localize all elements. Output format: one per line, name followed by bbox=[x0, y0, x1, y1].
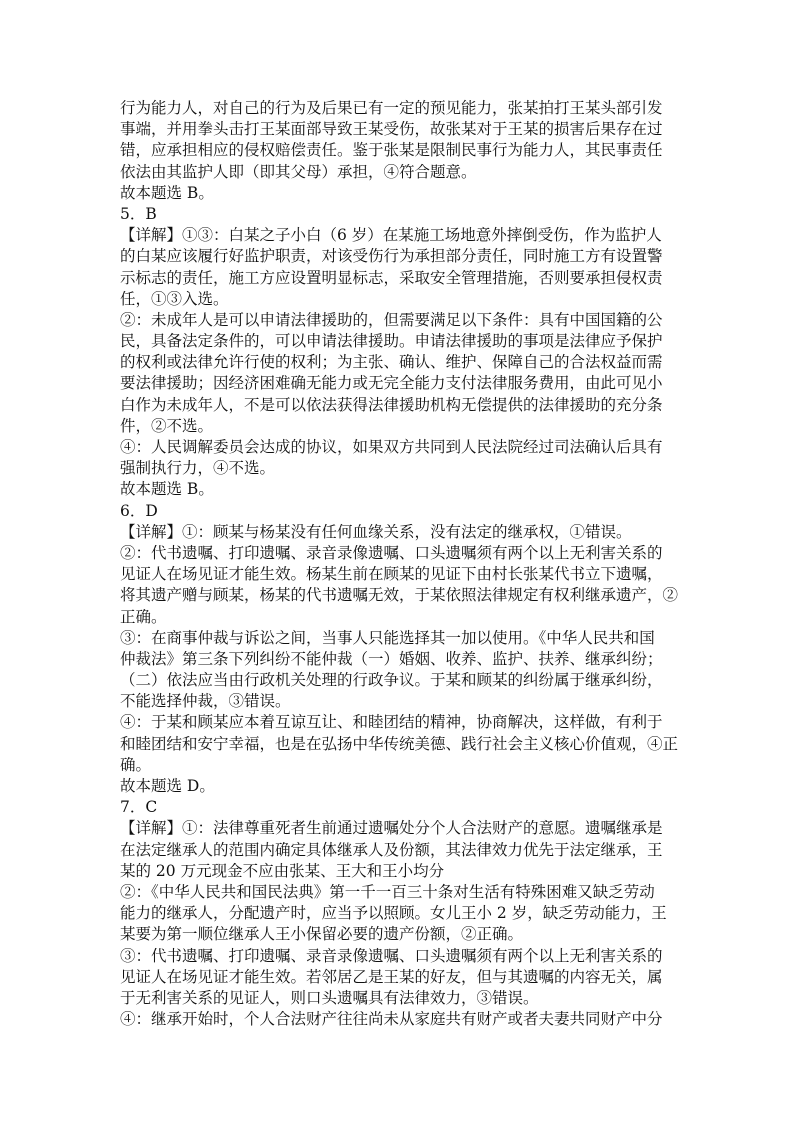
text-line: 错，应承担相应的侵权赔偿责任。鉴于张某是限制民事行为能力人，其民事责任 bbox=[120, 141, 663, 160]
text-line: 要法律援助；因经济困难确无能力或无完全能力支付法律服务费用，由此可见小 bbox=[120, 374, 663, 393]
text-line: ③：代书遗嘱、打印遗嘱、录音录像遗嘱、口头遗嘱须有两个以上无利害关系的 bbox=[120, 946, 663, 965]
text-line: 示标志的责任，施工方应设置明显标志，采取安全管理措施，否则要承担侵权责 bbox=[120, 268, 663, 287]
text-line: ③：在商事仲裁与诉讼之间，当事人只能选择其一加以使用。《中华人民共和国 bbox=[120, 628, 655, 647]
text-line: 故本题选 D。 bbox=[120, 777, 215, 795]
text-line: 在法定继承人的范围内确定具体继承人及份额，其法律效力优先于法定继承，王 bbox=[120, 840, 663, 859]
text-line: 某要为第一顺位继承人王小保留必要的遗产份额，②正确。 bbox=[120, 925, 524, 944]
document-body bbox=[120, 98, 682, 1030]
text-line: 【详解】①：顾某与杨某没有任何血缘关系，没有法定的继承权，①错误。 bbox=[120, 522, 632, 541]
text-line: 的权利或法律允许行使的权利；为主张、确认、维护、保障自己的合法权益而需 bbox=[120, 353, 663, 372]
text-line: 确。 bbox=[120, 755, 152, 774]
text-line: 民，具备法定条件的，可以申请法律援助。申请法律援助的事项是法律应予保护 bbox=[120, 332, 663, 351]
text-line: 仲裁法》第三条下列纠纷不能仲裁（一）婚姻、收养、监护、扶养、继承纠纷； bbox=[120, 649, 663, 668]
text-line: ④：于某和顾某应本着互谅互让、和睦团结的精神，协商解决，这样做，有利于 bbox=[120, 713, 663, 732]
text-line: 见证人在场见证才能生效。杨某生前在顾某的见证下由村长张某代书立下遗嘱， bbox=[120, 565, 663, 584]
text-line: ②：《中华人民共和国民法典》第一千一百三十条对生活有特殊困难又缺乏劳动 bbox=[120, 882, 655, 901]
text-line: 的白某应该履行好监护职责，对该受伤行为承担部分责任，同时施工方有设置警 bbox=[120, 247, 663, 266]
text-line: 和睦团结和安宁幸福，也是在弘扬中华传统美德、践行社会主义核心价值观，④正 bbox=[120, 734, 679, 753]
text-line: 任，①③入选。 bbox=[120, 289, 229, 308]
text-line: 故本题选 B。 bbox=[120, 480, 214, 499]
text-line: 【详解】①：法律尊重死者生前通过遗嘱处分个人合法财产的意愿。遗嘱继承是 bbox=[120, 819, 663, 838]
text-line: 将其遗产赠与顾某，杨某的代书遗嘱无效，于某依照法律规定有权利继承遗产，② bbox=[120, 586, 679, 605]
text-line: ④：人民调解委员会达成的协议，如果双方共同到人民法院经过司法确认后具有 bbox=[120, 438, 663, 456]
text-line: 7．C bbox=[120, 798, 158, 817]
text-line: ②：代书遗嘱、打印遗嘱、录音录像遗嘱、口头遗嘱须有两个以上无利害关系的 bbox=[120, 543, 663, 562]
text-line: 见证人在场见证才能生效。若邻居乙是王某的好友，但与其遗嘱的内容无关，属 bbox=[120, 967, 663, 986]
text-line: 6．D bbox=[120, 501, 158, 520]
text-line: 不能选择仲裁，③错误。 bbox=[120, 692, 291, 711]
text-line: 正确。 bbox=[120, 607, 167, 626]
text-line: 件，②不选。 bbox=[120, 416, 214, 435]
text-line: 于无利害关系的见证人，则口头遗嘱具有法律效力，③错误。 bbox=[120, 988, 539, 1007]
text-line: 行为能力人，对自己的行为及后果已有一定的预见能力，张某拍打王某头部引发 bbox=[120, 99, 663, 117]
text-line: 某的 20 万元现金不应由张某、王大和王小均分 bbox=[120, 861, 445, 880]
text-line: 依法由其监护人即（即其父母）承担，④符合题意。 bbox=[120, 162, 477, 181]
text-line: 能力的继承人，分配遗产时，应当予以照顾。女儿王小 2 岁，缺乏劳动能力，王 bbox=[120, 904, 667, 923]
text-line: （二）依法应当由行政机关处理的行政争议。于某和顾某的纠纷属于继承纠纷， bbox=[120, 671, 663, 690]
text-line: 强制执行力，④不选。 bbox=[120, 459, 276, 478]
text-line: 5．B bbox=[120, 204, 157, 223]
text-line: 事端，并用拳头击打王某面部导致王某受伤，故张某对于王某的损害后果存在过 bbox=[120, 120, 663, 139]
text-line: 【详解】①③：白某之子小白（6 岁）在某施工场地意外摔倒受伤，作为监护人 bbox=[120, 226, 662, 245]
text-line: 故本题选 B。 bbox=[120, 183, 214, 202]
text-line: ②：未成年人是可以申请法律援助的，但需要满足以下条件：具有中国国籍的公 bbox=[120, 310, 663, 329]
text-line: 白作为未成年人，不是可以依法获得法律援助机构无偿提供的法律援助的充分条 bbox=[120, 395, 663, 414]
text-line: ④：继承开始时，个人合法财产往往尚未从家庭共有财产或者夫妻共同财产中分 bbox=[120, 1010, 663, 1029]
